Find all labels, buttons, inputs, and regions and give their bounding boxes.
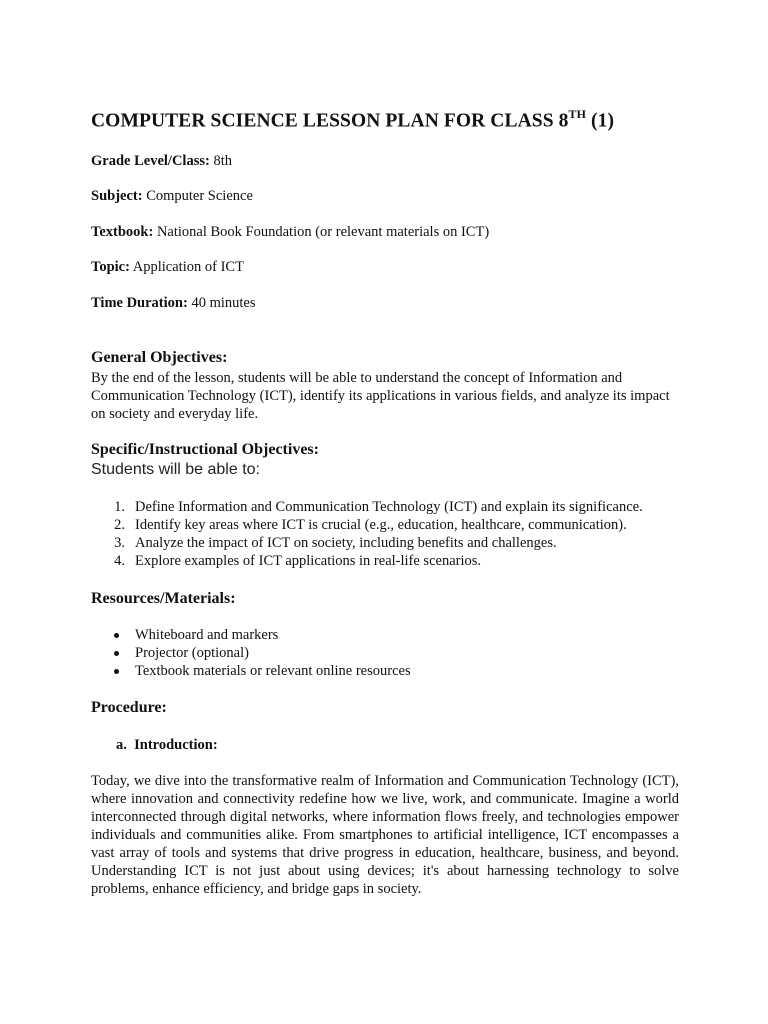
resources-heading: Resources/Materials: <box>91 590 236 607</box>
list-text: Whiteboard and markers <box>135 627 279 643</box>
textbook-label: Textbook: <box>91 224 154 240</box>
grade-field <box>91 153 232 170</box>
topic-label: Topic: <box>91 259 130 275</box>
bullet-icon <box>91 644 135 662</box>
duration-label: Time Duration: <box>91 295 188 311</box>
subject-value: Computer Science <box>142 188 253 204</box>
general-objectives-text: By the end of the lesson, students will be able to understand the concept of Information and Communication Technology (ICT), identify its applications in various fields, and analyze its impact on society and everyday life. <box>91 370 670 422</box>
subheading-text: Introduction: <box>134 737 218 753</box>
duration-value: 40 minutes <box>187 295 256 311</box>
topic-field <box>91 259 244 276</box>
procedure-heading: Procedure: <box>91 699 167 716</box>
duration-field <box>91 295 255 312</box>
list-number: 1. <box>114 499 125 515</box>
list-item <box>91 498 643 516</box>
list-number: 2. <box>114 517 125 533</box>
list-item <box>91 644 411 662</box>
specific-objectives-lead: Students will be able to: <box>91 461 260 478</box>
objectives-list <box>91 498 643 570</box>
list-text: Textbook materials or relevant online resources <box>135 663 411 679</box>
list-number: 4. <box>114 553 125 569</box>
introduction-paragraph: Today, we dive into the transformative realm of Information and Communication Technology (ICT), where innovation and connectivity redefine how we live, work, and communicate. Imagine a world interconnected through digital networks, where information flows freely, and technologies empower individuals and communities alike. From smartphones to artificial intelligence, ICT encompasses a vast array of tools and systems that drive progress in education, healthcare, business, and beyond. Understanding ICT is not just about using devices; it's about harnessing technology to solve problems, enhance efficiency, and bridge gaps in society. <box>91 773 679 897</box>
grade-value: 8th <box>209 153 232 169</box>
list-item <box>91 516 643 534</box>
textbook-value: National Book Foundation (or relevant materials on ICT) <box>153 224 490 240</box>
title-suffix: (1) <box>586 110 615 132</box>
page-title <box>91 108 614 133</box>
title-main: COMPUTER SCIENCE LESSON PLAN FOR CLASS 8 <box>91 110 569 132</box>
list-item <box>91 552 643 570</box>
list-item <box>91 534 643 552</box>
list-number: 3. <box>114 535 125 551</box>
bullet-icon <box>91 626 135 644</box>
subject-label: Subject: <box>91 188 143 204</box>
topic-value: Application of ICT <box>129 259 244 275</box>
list-item <box>91 662 411 680</box>
list-text: Projector (optional) <box>135 645 249 661</box>
specific-objectives-heading: Specific/Instructional Objectives: <box>91 441 319 458</box>
list-item <box>91 626 411 644</box>
list-text: Define Information and Communication Technology (ICT) and explain its significance. <box>135 499 643 515</box>
resources-list <box>91 626 411 680</box>
list-text: Analyze the impact of ICT on society, including benefits and challenges. <box>135 535 557 551</box>
title-superscript: TH <box>568 107 587 121</box>
general-objectives-heading: General Objectives: <box>91 349 228 366</box>
introduction-subheading <box>116 737 218 754</box>
list-text: Identify key areas where ICT is crucial (e.g., education, healthcare, communication). <box>135 517 627 533</box>
textbook-field <box>91 224 489 241</box>
list-text: Explore examples of ICT applications in real-life scenarios. <box>135 553 482 569</box>
subject-field <box>91 188 253 205</box>
grade-label: Grade Level/Class: <box>91 153 210 169</box>
subheading-label: a. <box>116 737 127 753</box>
bullet-icon <box>91 662 135 680</box>
